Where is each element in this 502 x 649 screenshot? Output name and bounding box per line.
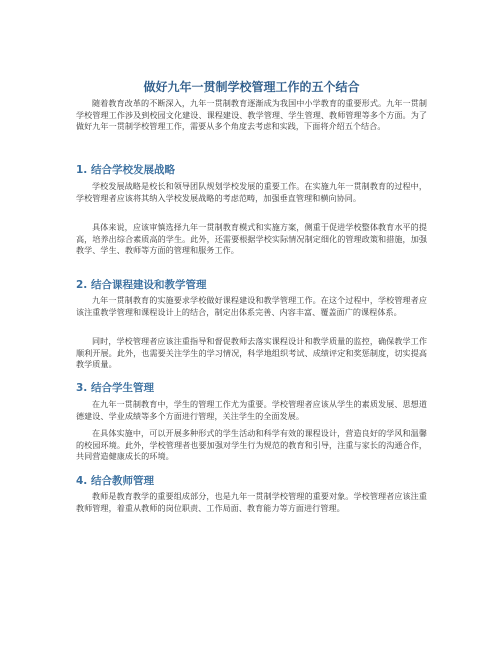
section-3-paragraph-1: 在九年一贯制教育中，学生的管理工作尤为重要。学校管理者应该从学生的素质发展、思想道德建设、学业成绩等多个方面进行管理，关注学生的全面发展。 bbox=[76, 399, 427, 421]
document-title: 做好九年一贯制学校管理工作的五个结合 bbox=[143, 80, 360, 94]
section-1-paragraph-1: 学校发展战略是校长和领导团队规划学校发展的重要工作。在实施九年一贯制教育的过程中，学校管理者应该将其纳入学校发展战略的考虑范畴，加强垂直管理和横向协同。 bbox=[76, 181, 427, 203]
section-4-paragraph-1: 教师是教育教学的重要组成部分，也是九年一贯制学校管理的重要对象。学校管理者应该注重教师管理，着重从教师的岗位职责、工作局面、教育能力等方面进行管理。 bbox=[76, 491, 427, 513]
section-1-paragraph-2: 具体来说，应该审慎选择九年一贯制教育模式和实施方案，侧重于促进学校整体教育水平的提高，培养出综合素质高的学生。此外，还需要根据学校实际情况制定细化的管理政策和措施，加强教学、学生、教师等方面的管理和服务工作。 bbox=[76, 222, 427, 255]
section-3-paragraph-2: 在具体实施中，可以开展多种形式的学生活动和科学有效的课程设计，营造良好的学风和温馨的校园环境。此外，学校管理者也要加强对学生行为规范的教育和引导，注重与家长的沟通合作，共同营造健康成长的环境。 bbox=[76, 428, 427, 461]
intro-paragraph: 随着教育改革的不断深入，九年一贯制教育逐渐成为我国中小学教育的重要形式。九年一贯制学校管理工作涉及到校园文化建设、课程建设、教学管理、学生管理、教师管理等多个方面。为了做好九年一贯制学校管理工作，需要从多个角度去考虑和实践，下面将介绍五个结合。 bbox=[76, 98, 427, 131]
section-2-paragraph-1: 九年一贯制教育的实施要求学校做好课程建设和教学管理工作。在这个过程中，学校管理者应该注重教学管理和课程设计上的结合，制定出体系完善、内容丰富、覆盖面广的课程体系。 bbox=[76, 295, 427, 317]
section-2-paragraph-2: 同时，学校管理者应该注重指导和督促教师去落实课程设计和教学质量的监控，确保教学工作顺利开展。此外，也需要关注学生的学习情况，科学地组织考试、成绩评定和奖惩制度，切实提高教学质量。 bbox=[76, 336, 427, 369]
section-heading-2: 2. 结合课程建设和教学管理 bbox=[76, 279, 207, 291]
section-heading-4: 4. 结合教师管理 bbox=[76, 475, 154, 487]
section-heading-3: 3. 结合学生管理 bbox=[76, 382, 154, 394]
section-heading-1: 1. 结合学校发展战略 bbox=[76, 164, 175, 176]
